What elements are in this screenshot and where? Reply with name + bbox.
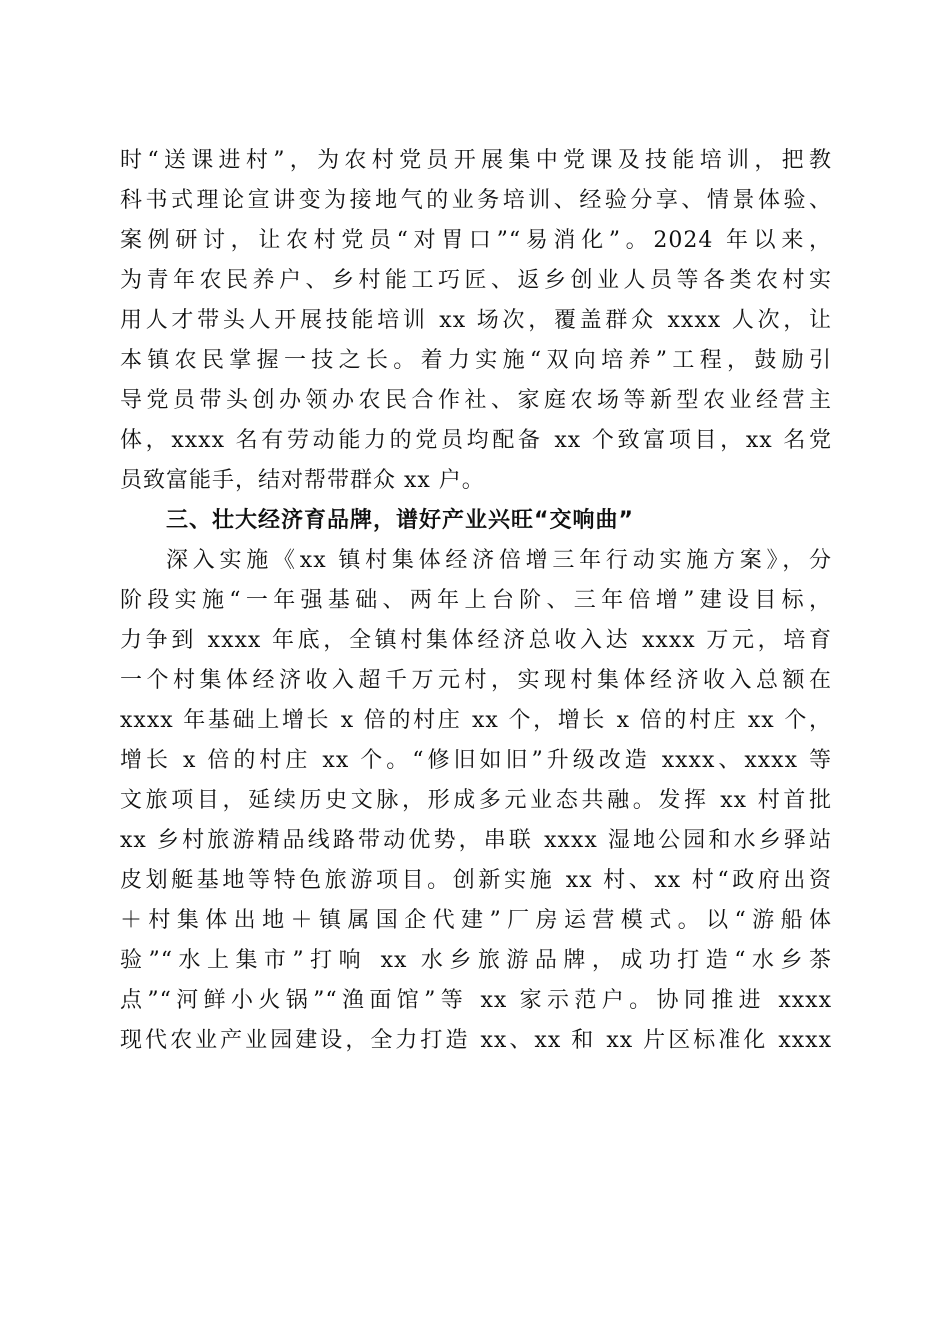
text-line: 体，xxxx 名有劳动能力的党员均配备 xx 个致富项目，xx 名党 — [120, 428, 832, 453]
paragraph-1 — [120, 141, 832, 501]
text-line: xxxx 年基础上增长 x 倍的村庄 xx 个，增长 x 倍的村庄 xx 个， — [120, 708, 832, 733]
text-line: 皮划艇基地等特色旅游项目。创新实施 xx 村、xx 村“政府出资 — [120, 868, 832, 893]
text-line: ＋村集体出地＋镇属国企代建”厂房运营模式。以“游船体 — [120, 908, 832, 933]
text-line: 本镇农民掌握一技之长。着力实施“双向培养”工程，鼓励引 — [120, 348, 832, 373]
text-line: 力争到 xxxx 年底，全镇村集体经济总收入达 xxxx 万元，培育 — [120, 628, 832, 653]
text-line: 验”“水上集市”打响 xx 水乡旅游品牌，成功打造“水乡茶 — [120, 948, 832, 973]
text-line: 深入实施《xx 镇村集体经济倍增三年行动实施方案》，分 — [166, 548, 832, 573]
paragraph-2 — [120, 541, 832, 1061]
text-line: 阶段实施“一年强基础、两年上台阶、三年倍增”建设目标， — [120, 588, 832, 613]
text-line: 增长 x 倍的村庄 xx 个。“修旧如旧”升级改造 xxxx、xxxx 等 — [120, 748, 832, 773]
text-line: 导党员带头创办领办农民合作社、家庭农场等新型农业经营主 — [120, 388, 832, 413]
text-line: 案例研讨，让农村党员“对胃口”“易消化”。2024 年以来， — [120, 228, 832, 253]
text-line: 员致富能手，结对帮带群众 xx 户。 — [120, 468, 485, 493]
text-line: xx 乡村旅游精品线路带动优势，串联 xxxx 湿地公园和水乡驿站 — [120, 828, 832, 853]
text-line: 用人才带头人开展技能培训 xx 场次，覆盖群众 xxxx 人次，让 — [120, 308, 832, 333]
text-line: 时“送课进村”，为农村党员开展集中党课及技能培训，把教 — [120, 148, 832, 173]
text-line: 点”“河鲜小火锅”“渔面馆”等 xx 家示范户。协同推进 xxxx — [120, 988, 832, 1013]
text-line: 现代农业产业园建设，全力打造 xx、xx 和 xx 片区标准化 xxxx — [120, 1028, 832, 1053]
text-line: 科书式理论宣讲变为接地气的业务培训、经验分享、情景体验、 — [120, 188, 832, 213]
text-line: 一个村集体经济收入超千万元村，实现村集体经济收入总额在 — [120, 668, 832, 693]
section-heading: 三、壮大经济育品牌，谱好产业兴旺“交响曲” — [166, 508, 634, 533]
document-body — [120, 141, 832, 1061]
text-line: 文旅项目，延续历史文脉，形成多元业态共融。发挥 xx 村首批 — [120, 788, 832, 813]
text-line: 为青年农民养户、乡村能工巧匠、返乡创业人员等各类农村实 — [120, 268, 832, 293]
